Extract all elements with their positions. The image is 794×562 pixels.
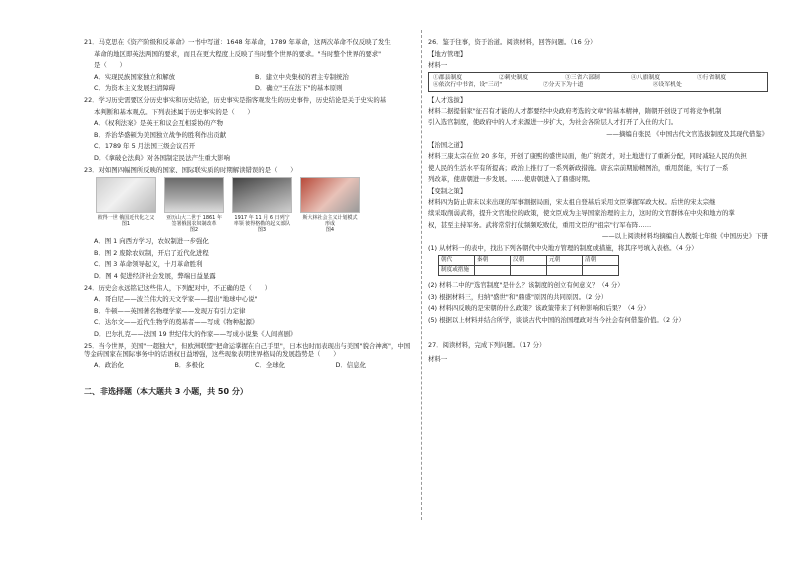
q27-material-label: 材料一 [428, 355, 448, 364]
q22-stem-line: 本判断和基本观点。下列表述属于历史事实的是（ ） [94, 107, 254, 116]
tag-reform: 【变制之策】 [428, 186, 467, 195]
material1-box [428, 72, 768, 92]
sub-question-3: (3) 根据材料三，归纳"盛世"和"鼎盛"原因的共同原因。（2 分） [428, 292, 608, 301]
q23-option-b[interactable]: B．图 2 废除农奴制，开启了近代化进程 [94, 248, 209, 257]
box-item: ⑤行省制度 [697, 74, 726, 81]
tag-local-management: 【地方管理】 [428, 49, 467, 58]
q24-option-b[interactable]: B．牛顿——英国著名物理学家——发现万有引力定律 [94, 306, 246, 315]
material4-line: 权，甚至主持军务。武将常常打仗频频吃败仗，重用文臣的"祖宗"行军布阵…… [428, 220, 652, 229]
sub-question-1: (1) 从材料一的表中，找出下列各朝代中央地方管理的制度或措施，将其序号填入表格。（4 分） [428, 243, 698, 252]
portrait-image [96, 177, 156, 213]
box-item: ③三省六部制 [565, 74, 600, 81]
q25-option-b[interactable]: B．多极化 [174, 361, 205, 370]
box-item: ②刺史制度 [499, 74, 528, 81]
figure-1 [96, 177, 156, 233]
sub-question-2: (2) 材料二中的"选官制度"是什么？该制度的创立有何意义？（4 分） [428, 281, 624, 290]
column-divider [421, 30, 422, 520]
q24-option-c[interactable]: C．达尔文——近代生物学的奠基者——写成《物种起源》 [94, 318, 259, 327]
q24-stem-line: 24．历史会永远铭记这些伟人，下列配对中，不正确的是（ ） [84, 283, 272, 292]
q21-option-b[interactable]: B．建立中央集权的君主专制统治 [255, 72, 349, 81]
table-row-label: 制度或措施 [439, 266, 475, 276]
q24-option-a[interactable]: A．哥白尼——波兰伟大的天文学家——提出"地球中心说" [94, 295, 258, 304]
figure-label: 图3 [257, 227, 267, 233]
table-header-cell: 朝代 [439, 256, 475, 266]
answer-table [438, 255, 619, 276]
q26-stem: 26．鉴于往事，资于治道。阅读材料，回答问题。（16 分） [428, 38, 597, 46]
material2-source: ——摘编自张民 《中国古代文官选拔制度及其现代借鉴》 [606, 129, 768, 138]
answer-cell[interactable] [583, 266, 619, 276]
q27-stem: 27．阅读材料，完成下列问题。（17 分） [428, 341, 546, 350]
q23-figures [84, 177, 416, 233]
table-header-cell: 元朝 [547, 256, 583, 266]
poster-image [300, 177, 360, 213]
sub-question-5: (5) 根据以上材料并结合所学，谈谈古代中国的治国理政对当今社会有何借鉴价值。（2 分） [428, 315, 685, 324]
question-23 [84, 166, 416, 280]
figure-caption: 亚历山大二世于 1861 年 签署俄国农奴制改革 [166, 215, 222, 227]
q24-option-d[interactable]: D．巴尔扎克——法国 19 世纪伟大的作家——写成小说集《人间喜剧》 [94, 329, 297, 338]
box-item: ①郡县制度 [433, 74, 462, 81]
q22-option-a[interactable]: A．《权利法案》是英王和议会互相妥协的产物 [94, 119, 223, 127]
material4-line: 材料四为防止唐末以来出现的军事割据局面，宋太祖自登基后采用文臣掌握军政大权。后世的宋太宗继 [428, 197, 716, 206]
q21-stem-line: 21．马克思在《资产阶级和反革命》一书中写道：1648 年革命，1789 年革命，这两次革命不仅反映了发生 [84, 38, 391, 46]
box-item: ⑥依次行中书省，设"三司" [433, 81, 503, 88]
tag-talent-selection: 【人才选拔】 [428, 95, 467, 104]
q23-stem-line: 23．对如图四幅图所反映的国家、国际联实质的时期解读错误的是（ ） [84, 165, 297, 174]
q25-option-d[interactable]: D．信息化 [335, 361, 366, 370]
figure-label: 图2 [189, 227, 199, 233]
question-24 [84, 284, 416, 338]
portrait-image [164, 177, 224, 213]
box-item: ⑦分天下为十道 [542, 81, 584, 88]
q25-option-c[interactable]: C．全球化 [255, 361, 286, 370]
tag-governance: 【治国之道】 [428, 141, 467, 150]
question-25 [84, 342, 416, 370]
q22-option-b[interactable]: B．乔治华盛顿为美国独立战争的胜利作出贡献 [94, 130, 227, 139]
material4-line: 续采取削弱武将，提升文官地位的政策，使文臣成为主导国家治理的主力，这时的文官群体在中央和地方的掌 [428, 209, 735, 218]
figure-caption: 斯大林社会主义计划模式 形成 [302, 215, 358, 227]
material3-line: 使人民的生活水平有所提高；政治上推行了一系列新政措施。唐玄宗前期励精图治，重用贤能，实行了一系 [428, 163, 729, 172]
q23-option-d[interactable]: D．图 4 促进经济社会发展，弊端日益显露 [94, 271, 216, 280]
q21-stem-line: 革命的地区即英法两国的要求，而且在更大程度上反映了当时整个世界的要求。"当时整个世界的要求" [94, 49, 382, 58]
material3-line: 材料三康太宗在位 20 多年，开创了康熙的盛世局面，他广纳贤才，对土地进行了重新分配，同时减轻人民的负担 [428, 152, 747, 161]
box-item: ④八旗制度 [631, 74, 660, 81]
q22-option-d[interactable]: D．《拿破仑法典》对各国制定民法产生重大影响 [94, 153, 230, 162]
sub-question-4: (4) 材料四反映的是宋朝的什么政策？该政策带来了何种影响和后果？（4 分） [428, 304, 650, 313]
answer-cell[interactable] [511, 266, 547, 276]
section-heading: 二、非选择题（本大题共 3 小题，共 50 分） [84, 387, 248, 397]
q23-option-a[interactable]: A．图 1 向西方学习，农奴制进一步强化 [94, 237, 209, 246]
material4-source: ——以上阅读材料均摘编自人教版七年级《中国历史》下册 [601, 232, 768, 241]
q21-stem-line: 是（ ） [94, 61, 126, 69]
right-column [428, 38, 768, 367]
answer-cell[interactable] [475, 266, 511, 276]
question-21 [84, 38, 416, 92]
material-label: 材料一 [428, 60, 448, 69]
figure-label: 图4 [325, 227, 335, 233]
q21-option-a[interactable]: A．实现民族国家独立和解放 [94, 72, 176, 81]
figure-caption: 1917 年 11 月 6 日列宁率领 彼得格勒的起义部队 [233, 215, 291, 227]
table-header-cell: 秦朝 [475, 256, 511, 266]
material2-line: 材料二据提倡家"征召有才能的人才都要经中央政府考选的文章"的基本精神，隋朝开创设了可将竞争机制 [428, 106, 722, 115]
left-column [84, 38, 416, 397]
table-header-cell: 汉朝 [511, 256, 547, 266]
q23-option-c[interactable]: C．图 3 革命领导起义，十月革命胜利 [94, 260, 203, 269]
material2-line: 引入选官制度，使政府中的人才来源进一步扩大，为社会各阶层人才打开了入仕的大门。 [428, 118, 678, 127]
figure-caption: 彼得一世 俄国近代化之父 [97, 215, 155, 221]
scene-image [232, 177, 292, 213]
figure-4 [300, 177, 360, 233]
box-item: ⑧设军机处 [652, 81, 682, 88]
answer-cell[interactable] [547, 266, 583, 276]
q25-stem: 25．当今世界，美国"一超独大"，但欧洲联盟"把命运掌握在自己手里"，日本也时而表现出与美国"貌合神离"，中国等金砖国家在国际事务中的话语权日益增强，这些现象表明世界格局的发展趋势是（ ） [84, 341, 411, 358]
q22-stem-line: 22．学习历史需要区分历史事实和历史结论，历史事实是指客观发生的历史事件，历史结论是关于史实的基 [84, 96, 387, 104]
q25-option-a[interactable]: A．政治化 [94, 361, 124, 370]
figure-3 [232, 177, 292, 233]
q22-option-c[interactable]: C．1789 年 5 月法国三级会议召开 [94, 142, 196, 150]
q21-option-d[interactable]: D．确立"王在法下"的基本原则 [255, 84, 343, 92]
q21-option-c[interactable]: C．为资本主义发展扫清障碍 [94, 84, 176, 92]
material3-line: 列改革，使唐朝进一步发展。……使唐朝进入了鼎盛时期。 [428, 175, 595, 184]
figure-label: 图1 [121, 221, 131, 227]
figure-2 [164, 177, 224, 233]
question-22 [84, 96, 416, 162]
table-header-cell: 清朝 [583, 256, 619, 266]
